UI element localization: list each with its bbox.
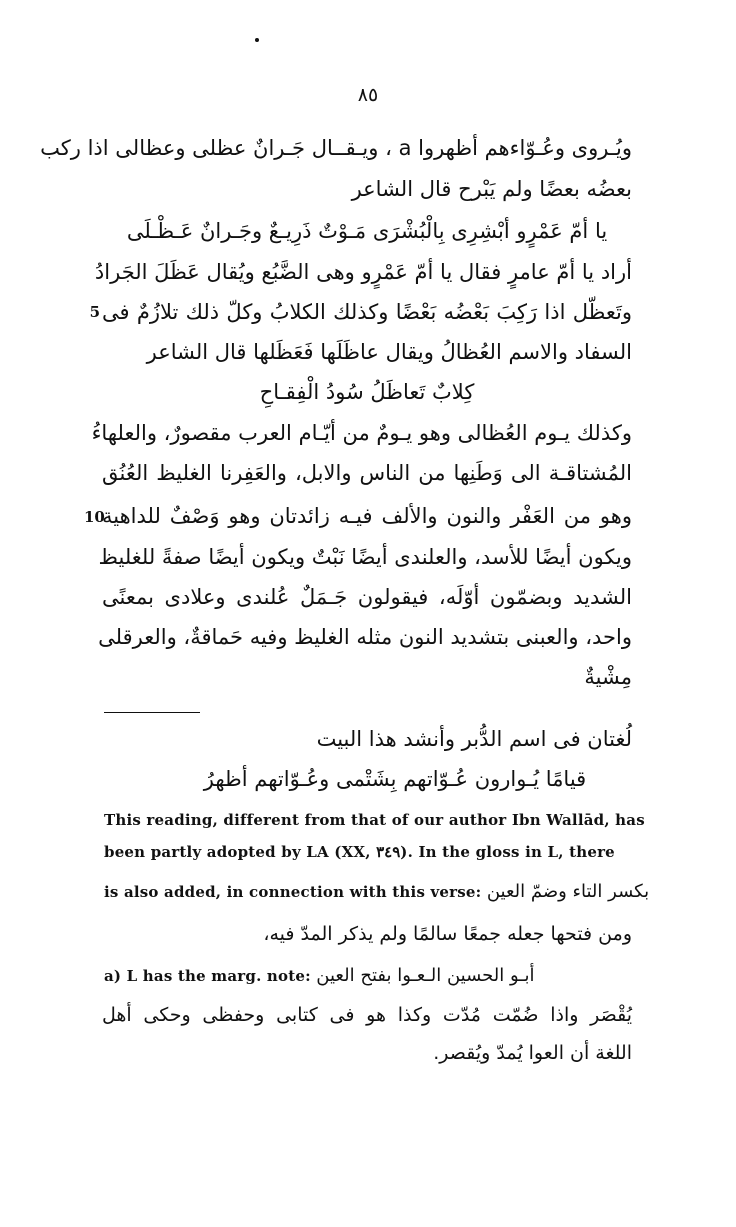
footnote-en-line-2: been partly adopted by LA (XX, ٣٤٩). In the gloss in L, there bbox=[104, 843, 615, 861]
verse-line-2: كِلابٌ تَعاظَلُ سُودُ الْفِقـاحِ bbox=[259, 380, 475, 404]
footnote-ar-line-4: ومن فتحها جعله جمعًا سالمًا ولم يذكر المدّ فيه، bbox=[263, 923, 632, 945]
body-line-6: السفاد والاسم العُظالُ ويقال عاظَلَها فَعَظَلها قال الشاعر bbox=[146, 340, 632, 364]
body-line-8: وكذلك يـوم العُظالى وهو يـومٌ من أيّـام العرب مقصورٌ، والعلهاءُ bbox=[91, 421, 632, 445]
footnote-ar-line-1: لُغتان فى اسم الدُّبر وأنشد هذا البيت bbox=[316, 727, 632, 751]
line-number-5: 5 bbox=[89, 303, 100, 321]
body-line-10: وهو من العَفْر والنون والألف فيـه زائدتان وهو وَصْفٌ للداهية bbox=[102, 504, 632, 528]
footnote-en-line-5 bbox=[104, 965, 654, 986]
line-number-10: 10 bbox=[84, 508, 105, 526]
footnote-en-line-3-ar: بكسر التاء وضمّ العين bbox=[486, 881, 650, 902]
footnote-en-line-1: This reading, different from that of our author Ibn Wallād, has bbox=[104, 811, 645, 829]
body-line-2: بعضُه بعضًا ولم يَبْرح قال الشاعر bbox=[351, 177, 632, 201]
footnote-a-note-text: a) L has the marg. note: bbox=[104, 967, 311, 985]
footnote-separator bbox=[104, 712, 200, 713]
body-line-14: مِشْيةٌ bbox=[584, 665, 632, 689]
footnote-ar-line-7: اللغة أن العوا يُمدّ ويُقصر. bbox=[433, 1042, 632, 1064]
body-line-11: ويكون أيضًا للأسد، والعلندى أيضًا نَبْتٌ ويكون أيضًا صفةً للغليظ bbox=[98, 545, 632, 569]
body-line-12: الشديد وبضمّون أوّلَه، فيقولون جَـمَلٌ عُلندى وعلادى بمعنًى bbox=[102, 585, 632, 609]
body-line-4: أراد يا أمّ عامرٍ فقال يا أمّ عَمْرٍو وهى الضَّبُع ويُقال عَظَلَ الجَرادُ bbox=[94, 260, 632, 284]
page-number: ٨٥ bbox=[357, 84, 379, 106]
footnote-en-line-3 bbox=[104, 881, 654, 902]
footnote-en-line-3-text: is also added, in connection with this verse: bbox=[104, 883, 482, 901]
footnote-ar-line-6: يُقْصَر واذا ضُمّت مُدّت وكذا هو فى كتابى وحفظى وحكى أهل bbox=[102, 1004, 632, 1026]
footnote-verse: قيامًا يُـوارون عُـوّاتهم بِشَتْمى وعُـوّاتهم أظهرُ bbox=[203, 767, 587, 791]
body-line-5: وتَعظّل اذا رَكِبَ بَعْضُه بَعْضًا وكذلك الكلابُ وكلّ ذلك تلازُمٌ فى bbox=[102, 300, 632, 324]
body-line-13: واحد، والعبنى بتشديد النون مثله الغليظ وفيه حَماقةٌ، والعرقلى bbox=[98, 625, 632, 649]
body-line-1: ويُـروى وعُـوّاءهم أظهروا a ، ويـقــال جَـرانٌ عظلى وعظالى اذا ركب bbox=[40, 136, 632, 160]
decorative-dot bbox=[255, 38, 259, 42]
verse-line-1: يا أمّ عَمْرٍو أبْشِرِى بِالْبُشْرَى مَـوْتٌ ذَرِيـعٌ وجَـرانٌ عَـظْـلَى bbox=[126, 219, 608, 243]
body-line-9: المُشتاقـة الى وَطَنِها من الناس والابل، والعَفِرنا الغليظ العُنُق bbox=[102, 461, 632, 485]
footnote-a-note-ar: أبـو الحسين الـعـوا بفتح العين bbox=[316, 965, 535, 986]
